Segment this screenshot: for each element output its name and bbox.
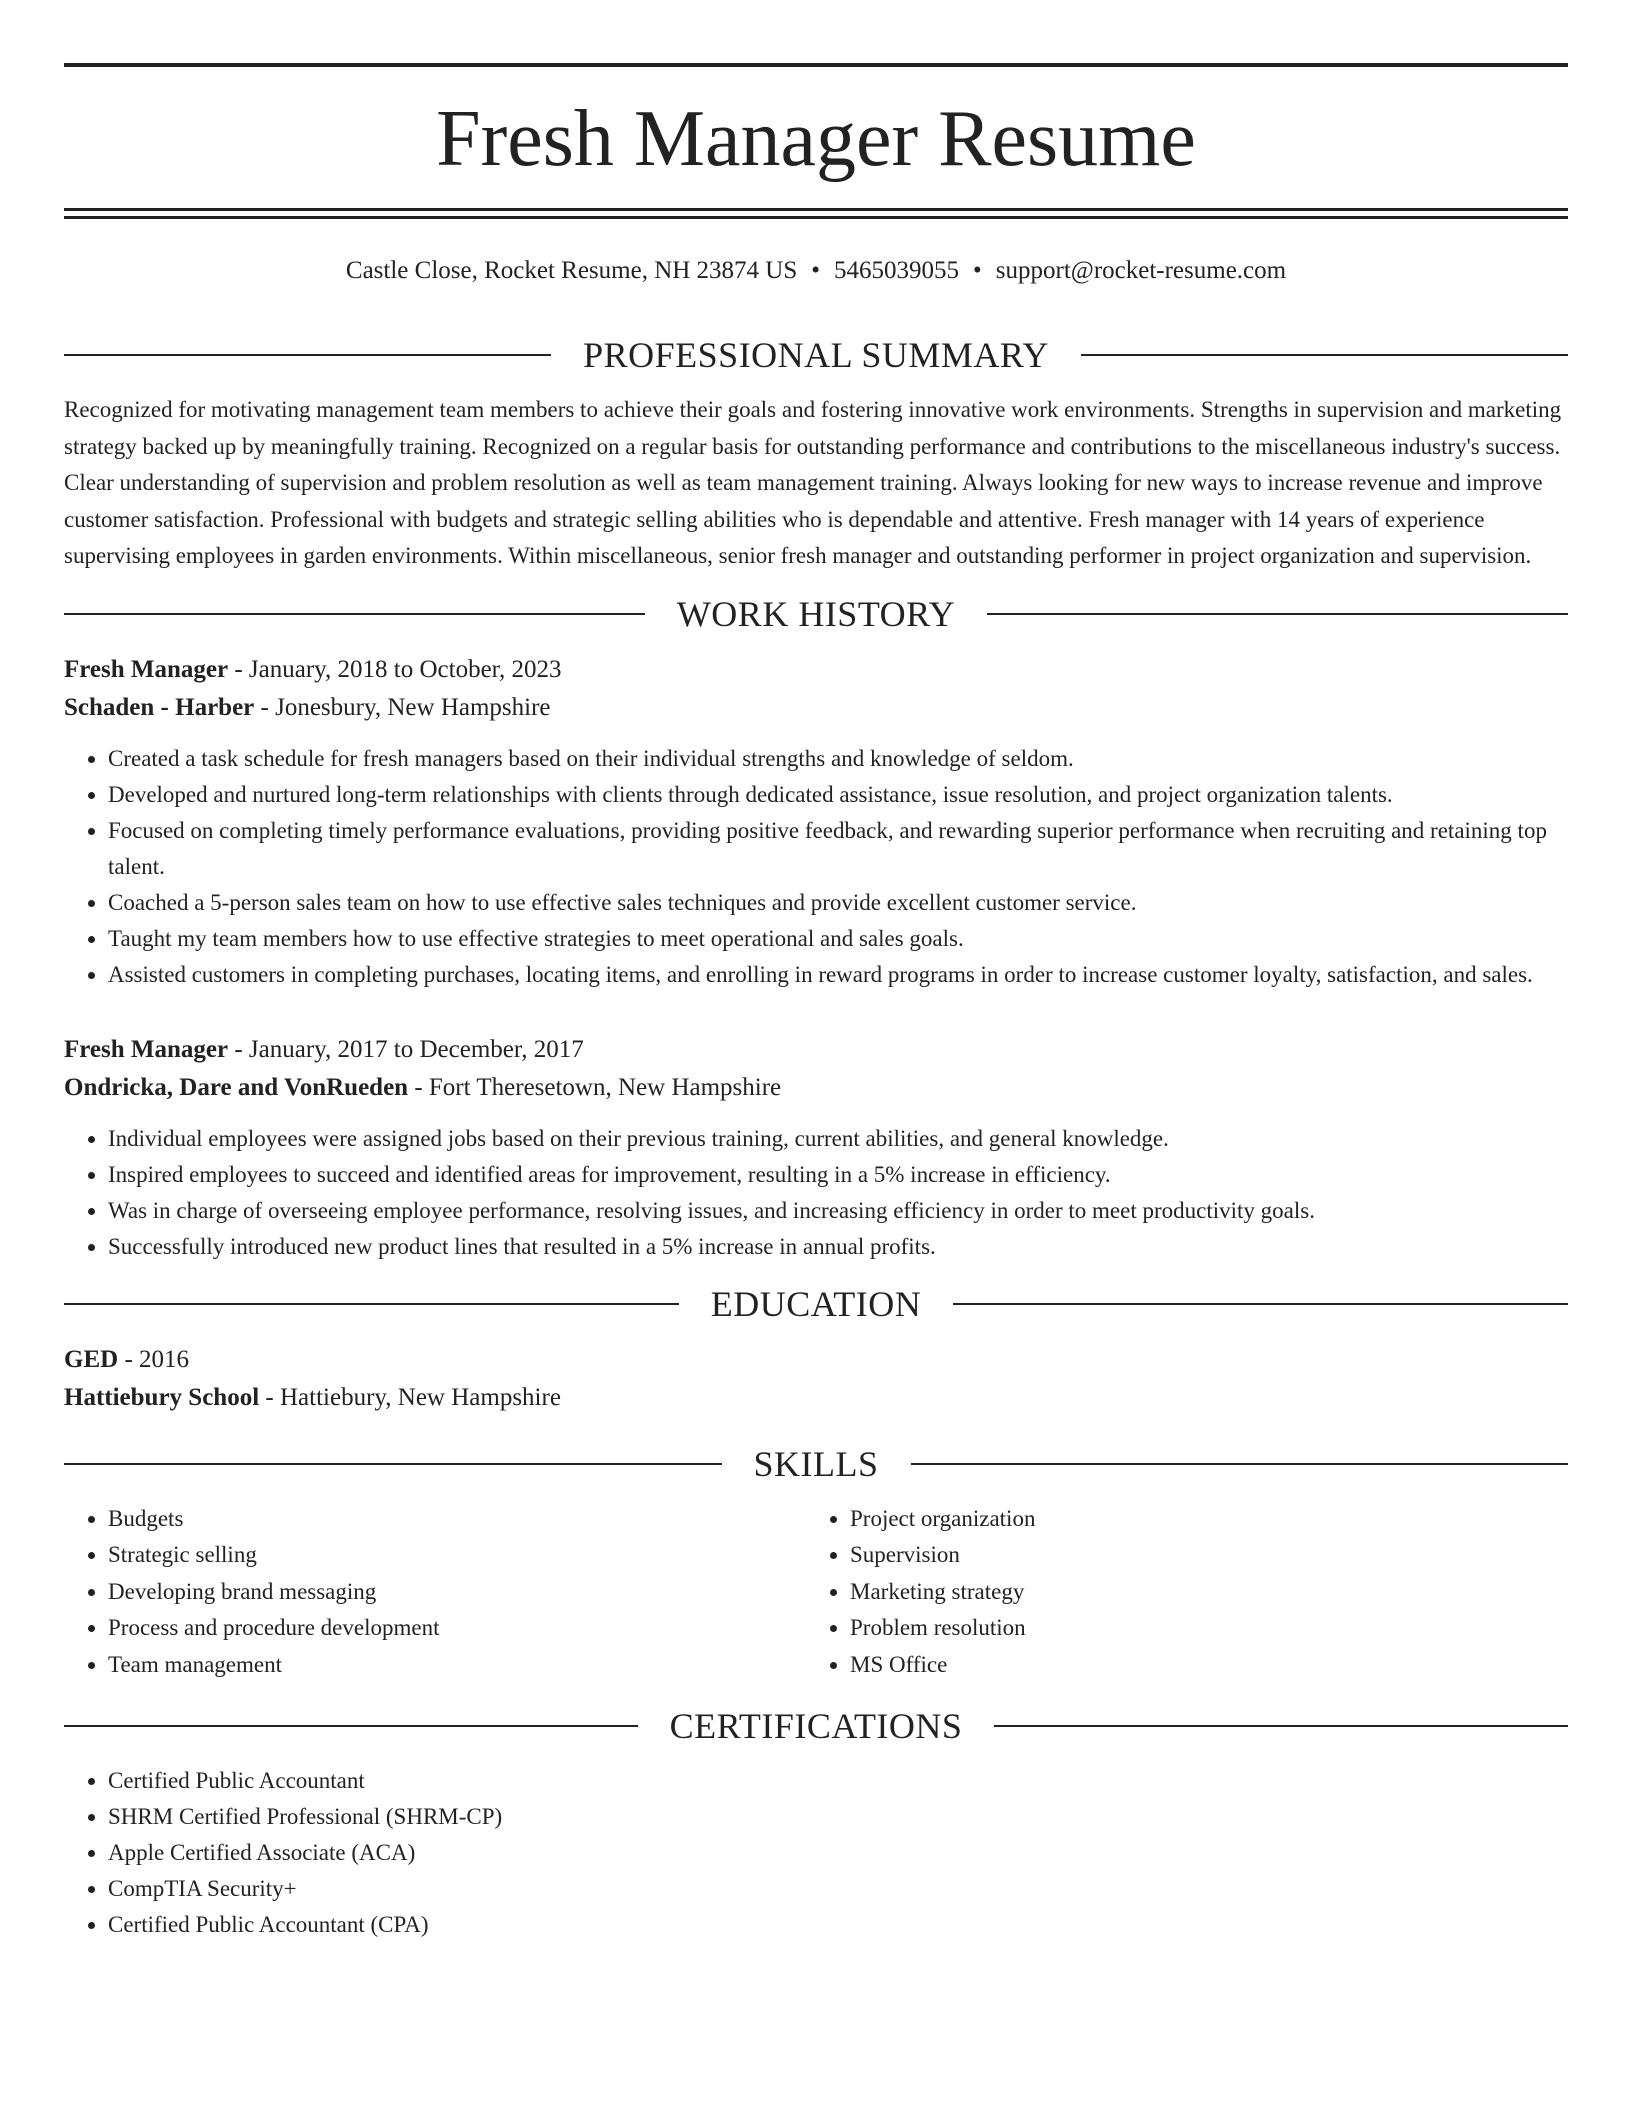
resume-content <box>64 330 1568 1943</box>
section-rule <box>911 1463 1569 1465</box>
list-item: • Was in charge of overseeing employee performance, resolving issues, and increasing efficiency in order to meet productivity goals. <box>108 1193 1568 1229</box>
section-rule <box>64 1725 638 1727</box>
list-item: • Inspired employees to succeed and identified areas for improvement, resulting in a 5% increase in efficiency. <box>108 1157 1568 1193</box>
section-title: WORK HISTORY <box>676 593 956 634</box>
summary-text: Recognized for motivating management team members to achieve their goals and fostering innovative work environments. Strengths in supervision and marketing strategy backed up by meaningfully training. Recognized on a regular basis for outstanding performance and contributions to the miscellaneous industry's success. Clear understanding of supervision and problem resolution as well as team management training. Always looking for new ways to increase revenue and improve customer satisfaction. Professional with budgets and strategic selling abilities who is dependable and attentive. Fresh manager with 14 years of experience supervising employees in garden environments. Within miscellaneous, senior fresh manager and outstanding performer in project organization and supervision. <box>64 397 1562 568</box>
job-company-line <box>64 1069 1568 1107</box>
job-bullets <box>64 741 1568 993</box>
job-bullets <box>64 1121 1568 1265</box>
section-title: SKILLS <box>753 1443 879 1484</box>
education-year: - 2016 <box>118 1345 190 1373</box>
list-item: • Focused on completing timely performance evaluations, providing positive feedback, and rewarding superior performance when recruiting and retaining top talent. <box>108 813 1568 885</box>
skill-item: • Budgets <box>108 1501 806 1538</box>
section-rule <box>64 613 645 615</box>
skill-item: • Developing brand messaging <box>108 1574 806 1611</box>
skills-column-left <box>64 1501 806 1684</box>
education-entry <box>64 1341 1568 1417</box>
job-title: Fresh Manager <box>64 655 229 683</box>
skills-grid <box>64 1501 1568 1684</box>
section-rule <box>994 1725 1568 1727</box>
job-location: - Fort Theresetown, New Hampshire <box>408 1073 782 1101</box>
job-company: Schaden - Harber <box>64 693 255 721</box>
list-item: • Assisted customers in completing purchases, locating items, and enrolling in reward programs in order to increase customer loyalty, satisfaction, and sales. <box>108 957 1568 993</box>
list-item: • Coached a 5-person sales team on how to use effective sales techniques and provide excellent customer service. <box>108 885 1568 921</box>
section-rule <box>1081 354 1568 356</box>
contact-separator: • <box>973 257 982 284</box>
job-title: Fresh Manager <box>64 1035 229 1063</box>
skill-item: • Supervision <box>850 1537 1548 1574</box>
certification-item: • SHRM Certified Professional (SHRM-CP) <box>108 1799 1568 1835</box>
contact-email[interactable]: support@rocket-resume.com <box>995 257 1287 284</box>
skill-item: • Problem resolution <box>850 1610 1548 1647</box>
education-degree-line <box>64 1341 1568 1379</box>
section-rule <box>64 1303 679 1305</box>
list-item: • Developed and nurtured long-term relationships with clients through dedicated assistance, issue resolution, and project organization talents. <box>108 777 1568 813</box>
section-title: PROFESSIONAL SUMMARY <box>583 335 1049 375</box>
certification-item: • CompTIA Security+ <box>108 1871 1568 1907</box>
section-heading-skills <box>64 1439 1568 1489</box>
skill-item: • MS Office <box>850 1647 1548 1684</box>
header-top-rule <box>64 63 1568 67</box>
header-bottom-rule-double <box>64 216 1568 219</box>
education-school-line <box>64 1379 1568 1417</box>
contact-phone: 5465039055 <box>834 257 960 284</box>
section-heading-summary <box>64 330 1568 380</box>
job-title-line <box>64 1031 1568 1069</box>
certification-item: • Certified Public Accountant (CPA) <box>108 1907 1568 1943</box>
education-degree: GED <box>64 1345 119 1373</box>
job-dates: - January, 2017 to December, 2017 <box>228 1035 584 1063</box>
job-entry <box>64 651 1568 993</box>
skill-item: • Team management <box>108 1647 806 1684</box>
skills-column-right <box>806 1501 1548 1684</box>
skill-item: • Project organization <box>850 1501 1548 1538</box>
list-item: • Successfully introduced new product lines that resulted in a 5% increase in annual profits. <box>108 1229 1568 1265</box>
job-company-line <box>64 689 1568 727</box>
certification-item: • Apple Certified Associate (ACA) <box>108 1835 1568 1871</box>
section-title: CERTIFICATIONS <box>669 1706 963 1746</box>
contact-line <box>64 254 1568 288</box>
job-title-line <box>64 651 1568 689</box>
list-item: • Created a task schedule for fresh managers based on their individual strengths and knowledge of seldom. <box>108 741 1568 777</box>
contact-separator: • <box>811 257 821 284</box>
certification-item: • Certified Public Accountant <box>108 1763 1568 1799</box>
list-item: • Individual employees were assigned jobs based on their previous training, current abilities, and general knowledge. <box>108 1121 1568 1157</box>
section-rule <box>64 354 551 356</box>
header-bottom-rule <box>64 208 1568 211</box>
section-rule <box>953 1303 1568 1305</box>
education-location: - Hattiebury, New Hampshire <box>259 1383 561 1411</box>
certifications-list <box>64 1763 1568 1943</box>
section-rule <box>64 1463 722 1465</box>
section-title: EDUCATION <box>710 1283 922 1324</box>
section-heading-certifications <box>64 1701 1568 1751</box>
skill-item: • Process and procedure development <box>108 1610 806 1647</box>
job-location: - Jonesbury, New Hampshire <box>254 693 551 721</box>
section-heading-education <box>64 1279 1568 1329</box>
section-heading-work <box>64 589 1568 639</box>
skill-item: • Marketing strategy <box>850 1574 1548 1611</box>
contact-address: Castle Close, Rocket Resume, NH 23874 US <box>345 257 798 284</box>
job-entry <box>64 1031 1568 1265</box>
list-item: • Taught my team members how to use effective strategies to meet operational and sales goals. <box>108 921 1568 957</box>
job-company: Ondricka, Dare and VonRueden <box>64 1073 409 1101</box>
education-school: Hattiebury School <box>64 1383 260 1411</box>
job-dates: - January, 2018 to October, 2023 <box>228 655 562 683</box>
section-rule <box>987 613 1568 615</box>
skill-item: • Strategic selling <box>108 1537 806 1574</box>
page-title: Fresh Manager Resume <box>436 95 1196 183</box>
